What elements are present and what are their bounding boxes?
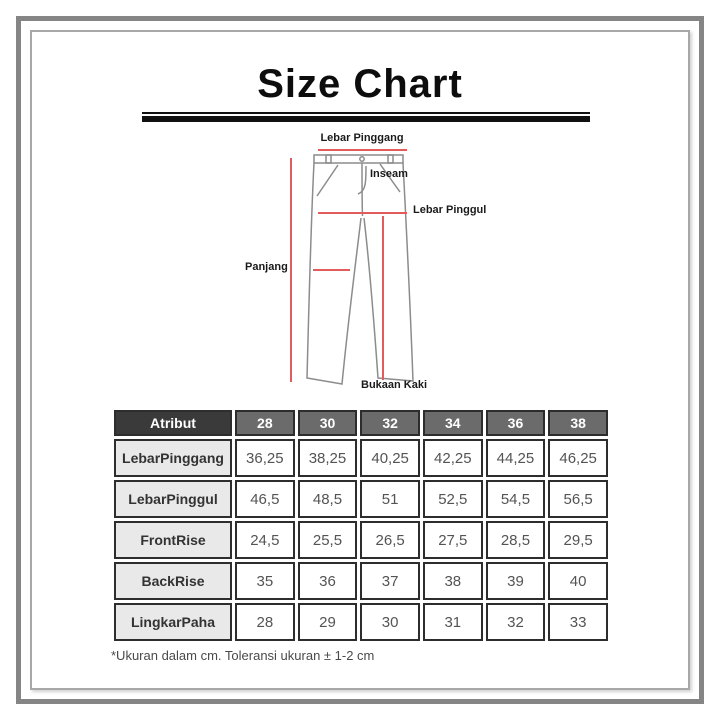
size-column-header: 32 [360,410,420,436]
belt-loop-left [326,155,331,163]
size-value-cell: 28,5 [486,521,546,559]
size-value-cell: 33 [548,603,608,641]
size-value-cell: 38,25 [298,439,358,477]
size-value-cell: 38 [423,562,483,600]
size-column-header: 30 [298,410,358,436]
size-column-header: 36 [486,410,546,436]
size-value-cell: 29 [298,603,358,641]
size-footnote: *Ukuran dalam cm. Toleransi ukuran ± 1-2 cm [111,648,375,663]
label-lebar-pinggang: Lebar Pinggang [320,132,404,144]
waist-button [360,157,364,161]
right-leg [364,163,413,381]
size-value-cell: 46,5 [235,480,295,518]
row-label: LebarPinggang [114,439,232,477]
attribute-column-header: Atribut [114,410,232,436]
label-bukaan-kaki: Bukaan Kaki [361,379,428,391]
size-table [111,407,611,644]
row-label: FrontRise [114,521,232,559]
title-divider [142,112,590,122]
size-value-cell: 52,5 [423,480,483,518]
table-row [114,480,608,518]
table-row [114,521,608,559]
size-value-cell: 35 [235,562,295,600]
size-table-body [114,439,608,641]
size-value-cell: 26,5 [360,521,420,559]
pocket-left [317,165,338,196]
belt-loop-right [388,155,393,163]
size-value-cell: 32 [486,603,546,641]
size-value-cell: 37 [360,562,420,600]
title-divider-thick-line [142,116,590,122]
size-column-header: 34 [423,410,483,436]
size-value-cell: 40,25 [360,439,420,477]
size-value-cell: 31 [423,603,483,641]
size-value-cell: 36,25 [235,439,295,477]
page-title: Size Chart [257,62,463,106]
size-value-cell: 54,5 [486,480,546,518]
table-row [114,439,608,477]
waistband [314,155,403,163]
size-value-cell: 25,5 [298,521,358,559]
table-row [114,603,608,641]
size-table-header-row [114,410,608,436]
size-value-cell: 44,25 [486,439,546,477]
row-label: BackRise [114,562,232,600]
row-label: LebarPinggul [114,480,232,518]
size-value-cell: 46,25 [548,439,608,477]
size-value-cell: 30 [360,603,420,641]
size-value-cell: 24,5 [235,521,295,559]
size-value-cell: 48,5 [298,480,358,518]
size-value-cell: 27,5 [423,521,483,559]
left-leg [307,163,361,384]
size-value-cell: 39 [486,562,546,600]
size-value-cell: 56,5 [548,480,608,518]
table-row [114,562,608,600]
size-value-cell: 42,25 [423,439,483,477]
label-lebar-pinggul: Lebar Pinggul [413,204,487,216]
size-value-cell: 28 [235,603,295,641]
size-value-cell: 29,5 [548,521,608,559]
size-value-cell: 40 [548,562,608,600]
row-label: LingkarPaha [114,603,232,641]
label-inseam: Inseam [370,168,408,180]
size-value-cell: 51 [360,480,420,518]
title-divider-thin-line [142,112,590,114]
size-value-cell: 36 [298,562,358,600]
label-panjang: Panjang [245,261,288,273]
size-column-header: 28 [235,410,295,436]
size-column-header: 38 [548,410,608,436]
